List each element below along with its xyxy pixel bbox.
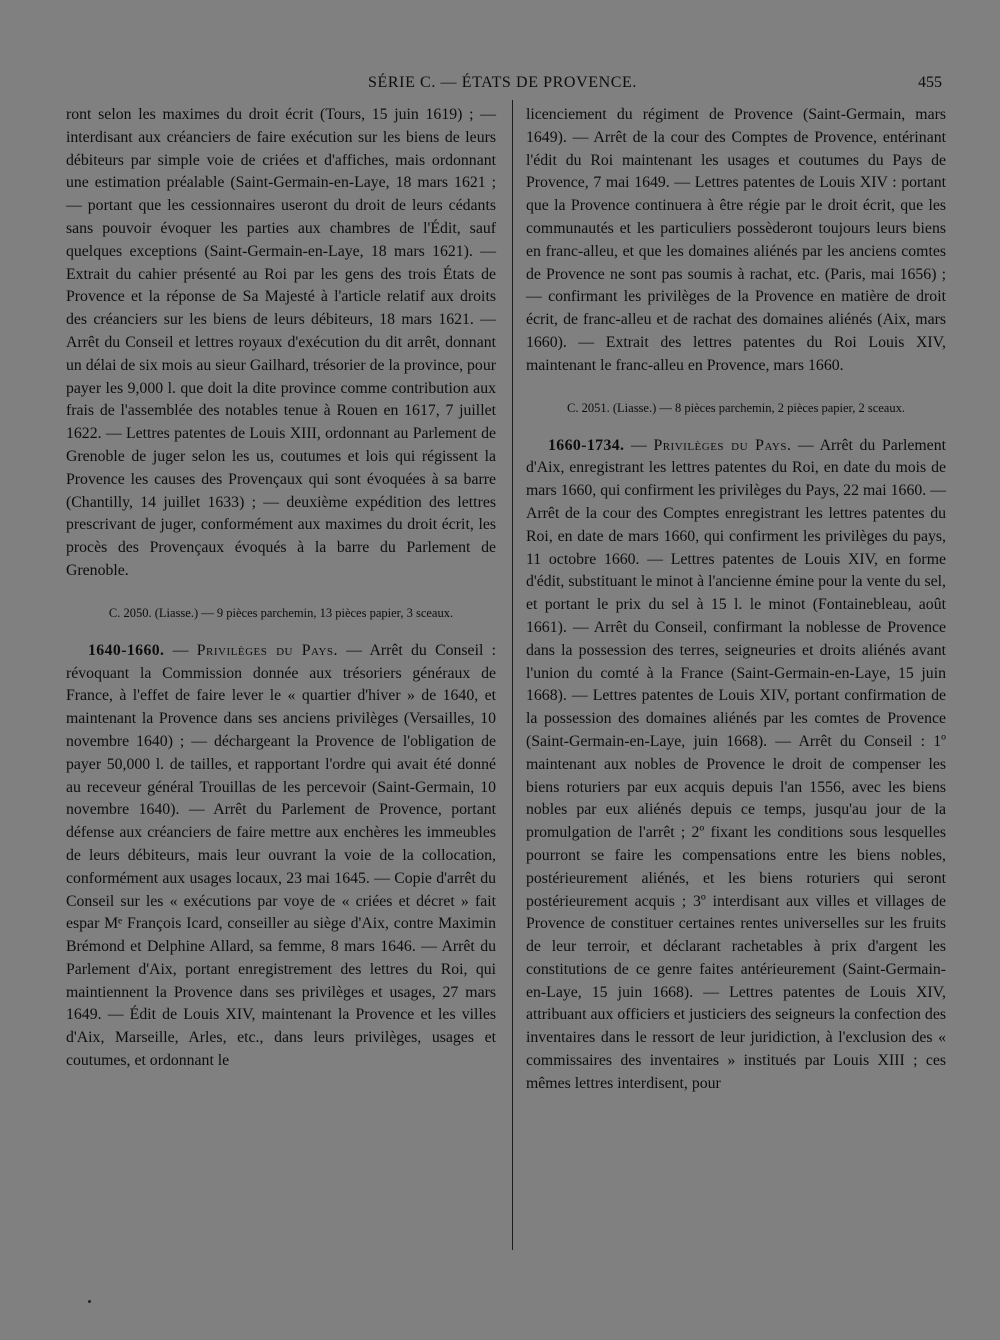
left-column (66, 104, 496, 1073)
entry-title: Privilèges du Pays. (653, 436, 792, 454)
cote-c2050: C. 2050. (Liasse.) — 9 pièces parchemin, 13 pièces papier, 3 sceaux. (108, 605, 454, 620)
entry-text: Arrêt du Parlement d'Aix, enregistrant les lettres patentes du Roi, en date du mois de mars 1660, qui confirment les privilèges du Pays, 22 mai 1660. — Arrêt de la cour des Comptes enregistrant les lettres patentes du Roi, en date de mars 1660, qui confirment les privilèges du pays, 11 octobre 1660. — Lettres patentes de Louis XIV, en forme d'édit, substituant le minot à l'ancienne émine pour la vente du sel, et portant le prix du sel à 15 l. le minot (Fontainebleau, août 1661). — Arrêt du Conseil, confirmant la noblesse de Provence dans la possession des terres, seigneuries et droits aliénés avant l'union du comté à la France (Saint-Germain-en-Laye, 15 juin 1668). — Lettres patentes de Louis XIV, portant confirmation de la possession des domaines aliénés par les comtes de Provence (Saint-Germain-en-Laye, juin 1668). — Arrêt du Conseil : 1º maintenant aux nobles de Provence le droit de compenser les biens roturiers par eux acquis depuis l'an 1556, avec les biens nobles par eux aliénés depuis ce temps, jusqu'au jour de la promulgation de l'arrêt ; 2º fixant les conditions sous lesquelles pourront se faire les compensations entre les biens nobles, postérieurement aliénés, et les biens roturiers qui seront postérieurement acquis ; 3º interdisant aux villes et villages de Provence de constituer certaines rentes universelles sur les fruits de leur terroir, et déclarant rachetables à prix d'argent les constitutions de ce genre faites antérieurement (Saint-Germain-en-Laye, 15 juin 1668). — Lettres patentes de Louis XIV, attribuant aux officiers et justiciers des seigneurs la confection des inventaires dans le ressort de leur juridiction, à l'exclusion des « commissaires des inventaires » institués par Louis XIII ; ces mêmes lettres interdisent, pour (526, 436, 946, 1092)
entry-dates: 1660-1734. (548, 436, 625, 454)
right-continuation-text: licenciement du régiment de Provence (Saint-Germain, mars 1649). — Arrêt de la cour des Comptes de Provence, entérinant l'édit du Roi maintenant les usages et coutumes du Pays de Provence, 7 mai 1649. — Lettres patentes de Louis XIV : portant que la Provence continuera à être régie par le droit écrit, que les communautés et les particuliers possèderont toujours leurs biens en franc-alleu, et que les domaines aliénés par les anciens comtes de Provence ne sont pas soumis à rachat, etc. (Paris, mai 1656) ; — confirmant les privilèges de la Provence en matière de droit écrit, de franc-alleu et de rachat des domaines aliénés (Aix, mars 1660). — Extrait des lettres patentes du Roi Louis XIV, maintenant le franc-alleu en Provence, mars 1660. (526, 106, 946, 374)
entry-title: Privilèges du Pays. (196, 641, 338, 659)
column-divider (512, 100, 513, 1250)
print-speck (88, 1300, 91, 1303)
right-column (526, 104, 946, 1096)
page-number: 455 (918, 74, 942, 91)
running-title: SÉRIE C. — ÉTATS DE PROVENCE. (368, 74, 638, 91)
cote-c2051: C. 2051. (Liasse.) — 8 pièces parchemin, 2 pièces papier, 2 sceaux. (567, 400, 905, 415)
entry-text: Arrêt du Conseil : révoquant la Commission donnée aux trésoriers généraux de France, à l'effet de faire lever le « quartier d'hiver » de 1640, et maintenant la Provence dans ses anciens privilèges (Versailles, 10 novembre 1640) ; — déchargeant la Provence de l'obligation de payer 50,000 l. de tailles, et rapportant l'ordre qui avait été donné au receveur général Trouillas de les percevoir (Saint-Germain, 10 novembre 1640). — Arrêt du Parlement de Provence, portant défense aux créanciers de faire mettre aux enchères les immeubles de leurs débiteurs, mais leur ouvrant la voie de la collocation, conformément aux usages locaux, 23 mai 1645. — Copie d'arrêt du Conseil sur les « exécutions par voye de « criées et décret » fait espar Mᵉ François Icard, conseiller au siège d'Aix, contre Maximin Brémond et Delphine Allard, sa femme, 8 mars 1646. — Arrêt du Parlement d'Aix, portant enregistrement des lettres du Roi, qui maintiennent la Provence dans ses privilèges et usages, 27 mars 1649. — Édit de Louis XIV, maintenant la Provence et les villes d'Aix, Marseille, Arles, etc., dans leurs privilèges, usages et coutumes, et ordonnant le (66, 641, 496, 1070)
entry-c2050: 1640-1660. — Privilèges du Pays. — Arrêt du Conseil : révoquant la Commission donnée aux trésoriers généraux de France, à l'effet de faire lever le « quartier d'hiver » de 1640, et maintenant la Provence dans ses anciens privilèges (Versailles, 10 novembre 1640) ; — déchargeant la Provence de l'obligation de payer 50,000 l. de tailles, et rapportant l'ordre qui avait été donné au receveur général Trouillas de les percevoir (Saint-Germain, 10 novembre 1640). — Arrêt du Parlement de Provence, portant défense aux créanciers de faire mettre aux enchères les immeubles de leurs débiteurs, mais leur ouvrant la voie de la collocation, conformément aux usages locaux, 23 mai 1645. — Copie d'arrêt du Conseil sur les « exécutions par voye de « criées et décret » fait espar Mᵉ François Icard, conseiller au siège d'Aix, contre Maximin Brémond et Delphine Allard, sa femme, 8 mars 1646. — Arrêt du Parlement d'Aix, portant enregistrement des lettres du Roi, qui maintiennent la Provence dans ses privilèges et usages, 27 mars 1649. — Édit de Louis XIV, maintenant la Provence et les villes d'Aix, Marseille, Arles, etc., dans leurs privilèges, usages et coutumes, et ordonnant le (66, 641, 496, 1070)
entry-c2051: 1660-1734. — Privilèges du Pays. — Arrêt du Parlement d'Aix, enregistrant les lettres patentes du Roi, en date du mois de mars 1660, qui confirment les privilèges du Pays, 22 mai 1660. — Arrêt de la cour des Comptes enregistrant les lettres patentes du Roi, en date de mars 1660, qui confirment les privilèges du pays, 11 octobre 1660. — Lettres patentes de Louis XIV, en forme d'édit, substituant le minot à l'ancienne émine pour la vente du sel, et portant le prix du sel à 15 l. le minot (Fontainebleau, août 1661). — Arrêt du Conseil, confirmant la noblesse de Provence dans la possession des terres, seigneuries et droits aliénés avant l'union du comté à la France (Saint-Germain-en-Laye, 15 juin 1668). — Lettres patentes de Louis XIV, portant confirmation de la possession des domaines aliénés par les comtes de Provence (Saint-Germain-en-Laye, juin 1668). — Arrêt du Conseil : 1º maintenant aux nobles de Provence le droit de compenser les biens roturiers par eux acquis depuis l'an 1556, avec les biens nobles par eux aliénés depuis ce temps, jusqu'au jour de la promulgation de l'arrêt ; 2º fixant les conditions sous lesquelles pourront se faire les compensations entre les biens nobles, postérieurement aliénés, et les biens roturiers qui seront postérieurement acquis ; 3º interdisant aux villes et villages de Provence de constituer certaines rentes universelles sur les fruits de leur terroir, et déclarant rachetables à prix d'argent les constitutions de ce genre faites antérieurement (Saint-Germain-en-Laye, 15 juin 1668). — Lettres patentes de Louis XIV, attribuant aux officiers et justiciers des seigneurs la confection des inventaires dans le ressort de leur juridiction, à l'exclusion des « commissaires des inventaires » institués par Louis XIII ; ces mêmes lettres interdisent, pour (526, 436, 946, 1092)
left-continuation-text: ront selon les maximes du droit écrit (Tours, 15 juin 1619) ; — interdisant aux créanciers de faire exécution sur les biens de leurs débiteurs par simple voie de criées et d'affiches, mais ordonnant une estimation préalable (Saint-Germain-en-Laye, 18 mars 1621 ; — portant que les cessionnaires useront du droit de leurs cédants sans pouvoir évoquer les parties aux chambres de l'Édit, sauf quelques exceptions (Saint-Germain-en-Laye, 18 mars 1621). — Extrait du cahier présenté au Roi par les gens des trois États de Provence et la réponse de Sa Majesté à l'article relatif aux droits des créanciers sur les biens de leurs débiteurs, 18 mars 1621. — Arrêt du Conseil et lettres royaux d'exécution du dit arrêt, donnant un délai de six mois au sieur Gailhard, trésorier de la province, pour payer les 9,000 l. que doit la dite province comme contribution aux frais de l'assemblée des notables tenue à Rouen en 1617, 7 juillet 1622. — Lettres patentes de Louis XIII, ordonnant au Parlement de Grenoble de juger selon les us, coutumes et lois qui régissent la Provence les causes des Provençaux qui sont évoquées à sa barre (Chantilly, 14 juillet 1633) ; — deuxième expédition des lettres prescrivant de juger, conformément aux maximes du droit écrit, les procès des Provençaux évoqués à la barre du Parlement de Grenoble. (66, 106, 496, 579)
entry-dates: 1640-1660. (88, 641, 165, 659)
running-head (0, 74, 1000, 98)
